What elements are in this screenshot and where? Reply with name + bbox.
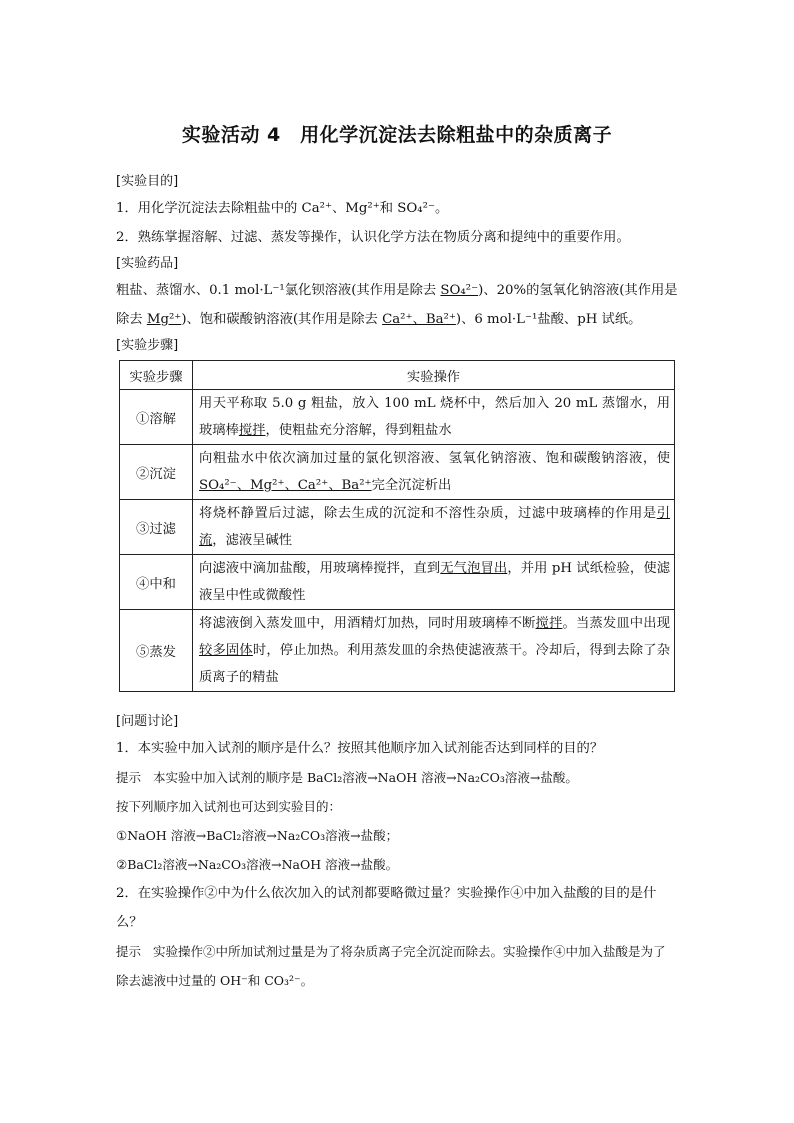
step-operation: [193, 445, 675, 500]
step-name: ④中和: [120, 555, 193, 610]
reagents-text: )、20%的氢氧化钠溶液(其作用是: [478, 283, 678, 298]
step-operation: [193, 610, 675, 692]
step-operation: [193, 500, 675, 555]
op-answer: 引流: [199, 506, 670, 548]
step-name: ⑤蒸发: [120, 610, 193, 692]
reagents-heading: [实验药品]: [116, 256, 179, 271]
op-answer: SO₄²⁻、Mg²⁺、Ca²⁺、Ba²⁺: [199, 478, 372, 493]
table-row: [120, 555, 675, 610]
steps-table: [119, 360, 675, 692]
step-operation: [193, 555, 675, 610]
op-text: 将滤液倒入蒸发皿中，用酒精灯加热，同时用玻璃棒不断: [199, 616, 536, 631]
op-text: ，滤液呈碱性: [212, 533, 293, 548]
table-row: [120, 445, 675, 500]
hint-label: 提示: [116, 770, 142, 785]
op-text: 用天平称取 5.0 g 粗盐，放入 100 mL 烧杯中，然后加入 20 mL 蒸馏水，用玻璃棒: [199, 396, 670, 438]
op-text: 向粗盐水中依次滴加过量的氯化钡溶液、氢氧化钠溶液、饱和碳酸钠溶液，使: [199, 451, 670, 466]
question-1: 1．本实验中加入试剂的顺序是什么？按照其他顺序加入试剂能否达到同样的目的？: [116, 741, 604, 756]
answer-1-line-3: ①NaOH 溶液→BaCl₂溶液→Na₂CO₃溶液→盐酸；: [116, 828, 399, 843]
question-2: 2．在实验操作②中为什么依次加入的试剂都要略微过量？实验操作④中加入盐酸的目的是什么？: [116, 886, 657, 930]
answer-1-line-1: [116, 763, 678, 792]
op-text: 完全沉淀析出: [371, 478, 452, 493]
op-text: 向滤液中滴加盐酸，用玻璃棒搅拌，直到: [199, 561, 441, 576]
op-answer: 搅拌: [238, 423, 266, 438]
purpose-item-1: 1．用化学沉淀法去除粗盐中的 Ca²⁺、Mg²⁺和 SO₄²⁻。: [116, 201, 449, 216]
step-name: ③过滤: [120, 500, 193, 555]
reagents-line-1: [116, 276, 678, 305]
op-answer: 搅拌: [535, 616, 563, 631]
steps-heading: [实验步骤]: [116, 338, 179, 353]
reagents-text: 粗盐、蒸馏水、0.1 mol·L⁻¹氯化钡溶液(其作用是除去: [116, 283, 441, 298]
reagents-text: 除去: [116, 312, 147, 327]
table-row: [120, 610, 675, 692]
op-text: ，使粗盐充分溶解，得到粗盐水: [265, 423, 452, 438]
reagents-answer: Ca²⁺、Ba²⁺: [382, 312, 456, 327]
op-answer: 无气泡冒出: [440, 561, 508, 576]
op-text: ，并用 pH 试纸检验，使滤液呈中性或微酸性: [199, 561, 671, 603]
discussion-heading: [问题讨论]: [116, 714, 179, 729]
answer-text: 实验操作②中所加试剂过量是为了将杂质离子完全沉淀而除去。实验操作④中加入盐酸是为了除去滤液中过量的 OH⁻和 CO₃²⁻。: [116, 944, 666, 988]
purpose-heading: [实验目的]: [116, 174, 179, 189]
reagents-text: )、饱和碳酸钠溶液(其作用是除去: [181, 312, 383, 327]
op-text: 。当蒸发皿中出现: [562, 616, 671, 631]
col-step-header: 实验步骤: [120, 361, 193, 390]
step-name: ②沉淀: [120, 445, 193, 500]
reagents-text: )、6 mol·L⁻¹盐酸、pH 试纸。: [455, 312, 642, 327]
table-row: [120, 390, 675, 445]
answer-2: [116, 937, 678, 995]
reagents-answer: Mg²⁺: [146, 312, 182, 327]
step-operation: [193, 390, 675, 445]
page-title: 实验活动 4 用化学沉淀法去除粗盐中的杂质离子: [181, 124, 613, 146]
answer-text: 本实验中加入试剂的顺序是 BaCl₂溶液→NaOH 溶液→Na₂CO₃溶液→盐酸。: [153, 770, 578, 785]
answer-1-line-4: ②BaCl₂溶液→Na₂CO₃溶液→NaOH 溶液→盐酸。: [116, 857, 399, 872]
table-row: [120, 500, 675, 555]
reagents-line-2: [116, 305, 678, 334]
op-text: 将烧杯静置后过滤，除去生成的沉淀和不溶性杂质，过滤中玻璃棒的作用是: [199, 506, 657, 521]
answer-1-line-2: 按下列顺序加入试剂也可达到实验目的：: [116, 799, 342, 814]
reagents-answer: SO₄²⁻: [440, 283, 479, 298]
hint-label: 提示: [116, 944, 142, 959]
step-name: ①溶解: [120, 390, 193, 445]
table-header-row: [120, 361, 675, 390]
op-answer: 较多固体: [199, 643, 253, 658]
purpose-item-2: 2．熟练掌握溶解、过滤、蒸发等操作，认识化学方法在物质分离和提纯中的重要作用。: [116, 230, 630, 245]
content-body: [116, 170, 678, 995]
col-op-header: 实验操作: [193, 361, 675, 390]
op-text: 时，停止加热。利用蒸发皿的余热使滤液蒸干。冷却后，得到去除了杂质离子的精盐: [199, 643, 671, 685]
